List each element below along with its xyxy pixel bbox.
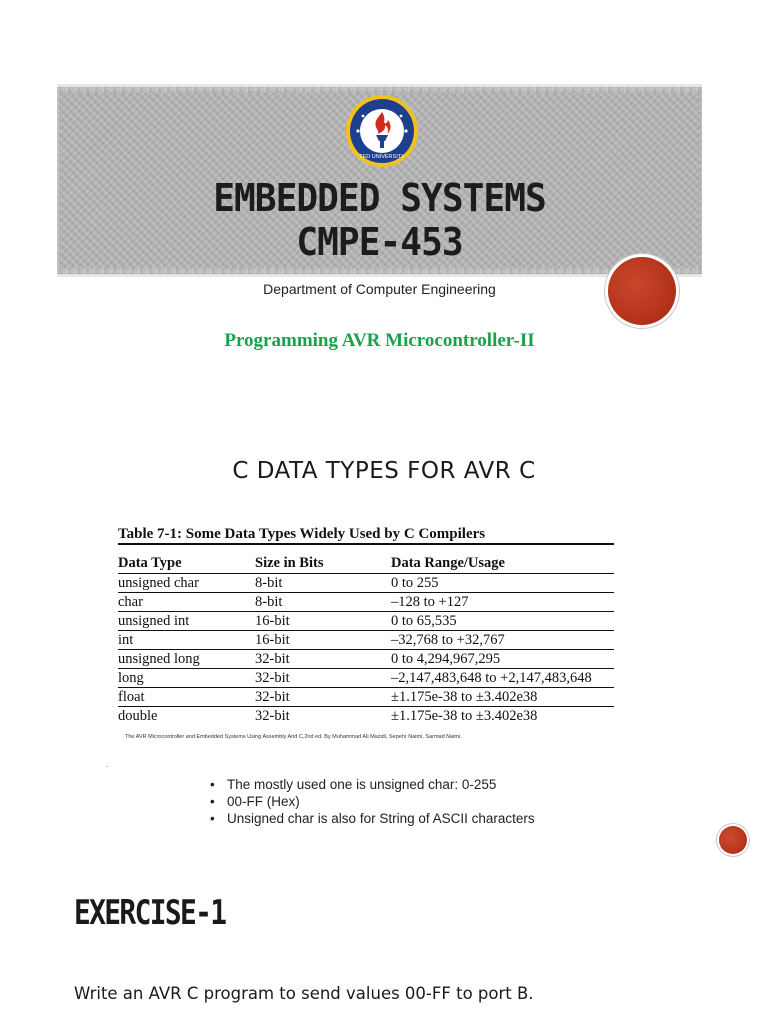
table-cell: –128 to +127 [391, 593, 614, 612]
table-cell: 16-bit [255, 631, 391, 650]
department-name: Department of Computer Engineering [263, 281, 496, 297]
table-cell: ±1.175e-38 to ±3.402e38 [391, 708, 538, 724]
table-cell: long [118, 669, 255, 688]
column-header: Size in Bits [255, 544, 391, 574]
lecture-subtitle: Programming AVR Microcontroller-II [224, 330, 535, 351]
decorative-circle-large [608, 257, 676, 325]
table-cell: 32-bit [255, 650, 391, 669]
table-cell: double [118, 708, 158, 724]
column-header: Data Range/Usage [391, 544, 614, 574]
list-item: • 00-FF (Hex) [210, 793, 535, 810]
column-header: Data Type [118, 544, 255, 574]
university-logo [345, 94, 419, 168]
table-row [118, 669, 614, 688]
data-types-table [118, 543, 614, 725]
table-cell: float [118, 688, 255, 707]
table-cell: unsigned long [118, 650, 255, 669]
table-cell: 32-bit [255, 708, 290, 724]
course-title-line2: CMPE-453 [296, 220, 463, 264]
section-heading: C DATA TYPES FOR AVR C [232, 458, 536, 484]
table-cell: unsigned char [118, 574, 255, 593]
course-title-line1: EMBEDDED SYSTEMS [213, 176, 546, 220]
table-cell: 32-bit [255, 669, 391, 688]
table-header-row [118, 544, 614, 574]
logo-text: TED UNIVERSITY [359, 154, 405, 160]
list-item: • The mostly used one is unsigned char: 0-255 [210, 776, 535, 793]
table-cell: 0 to 4,294,967,295 [391, 650, 614, 669]
bullet-list [210, 776, 535, 827]
table-cell: –32,768 to +32,767 [391, 631, 614, 650]
list-item: • Unsigned char is also for String of ASCII characters [210, 810, 535, 827]
table-row [118, 688, 614, 707]
course-title [73, 176, 686, 264]
table-cell: unsigned int [118, 612, 255, 631]
table-cell: 16-bit [255, 612, 391, 631]
exercise-heading: EXERCISE-1 [74, 893, 226, 933]
table-cell: –2,147,483,648 to +2,147,483,648 [391, 669, 614, 688]
table-row [118, 707, 614, 726]
table-cell: 0 to 255 [391, 574, 614, 593]
table-cell: 8-bit [255, 574, 391, 593]
table-cell: 0 to 65,535 [391, 612, 614, 631]
table-row [118, 650, 614, 669]
stray-dot: . [106, 760, 109, 769]
table-row [118, 593, 614, 612]
table-row [118, 631, 614, 650]
decorative-circle-small [719, 826, 747, 854]
table-caption: Table 7-1: Some Data Types Widely Used by C Compilers [118, 526, 486, 542]
table-cell: int [118, 631, 255, 650]
exercise-text: Write an AVR C program to send values 00-FF to port B. [74, 984, 534, 1003]
source-citation: The AVR Microcontroller and Embedded Systems Using Assembly And C,2nd ed. By Muhammad Ali Mazidi, Sepehr Naimi, Sarmad Naimi. [125, 734, 462, 740]
table-row [118, 612, 614, 631]
table-cell: ±1.175e-38 to ±3.402e38 [391, 688, 614, 707]
table-cell: char [118, 593, 255, 612]
table-cell: 32-bit [255, 688, 391, 707]
table-cell: 8-bit [255, 593, 391, 612]
table-row [118, 574, 614, 593]
